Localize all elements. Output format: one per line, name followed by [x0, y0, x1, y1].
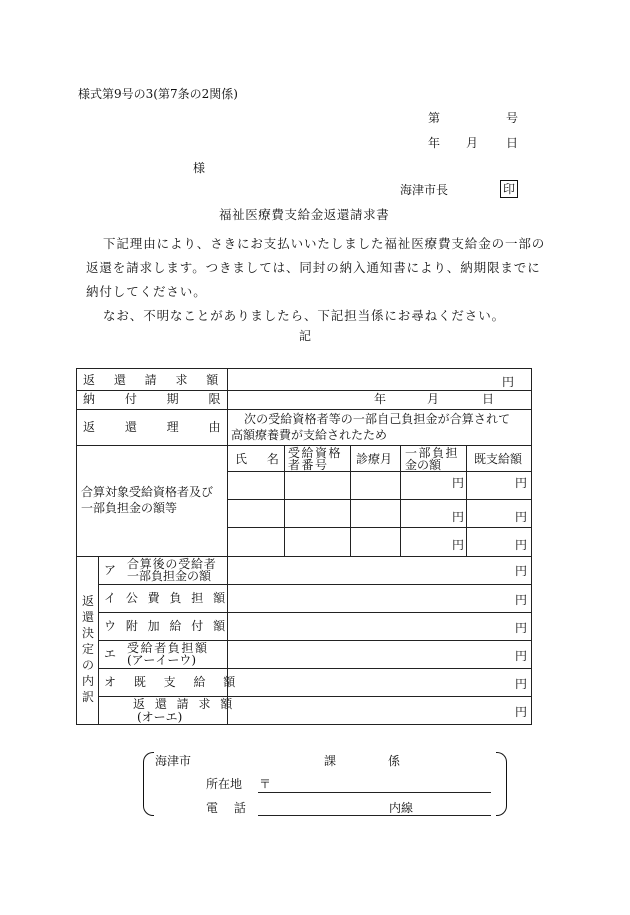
row1-paid-yen: 円: [515, 476, 528, 490]
bd-a-yen: 円: [515, 564, 528, 578]
target-label-2: 一部負担金の額等: [81, 501, 178, 515]
col-paid: 既支給額: [474, 452, 523, 466]
deadline-month: 月: [427, 392, 440, 406]
form-number: 様式第9号の3(第7条の2関係): [78, 87, 238, 101]
target-label-1: 合算対象受給資格者及び: [81, 485, 214, 499]
bd-a-2: 一部負担金の額: [127, 569, 212, 583]
col-name: 氏 名: [235, 452, 279, 466]
date-day: 日: [506, 136, 519, 150]
col-number-1: 受給資格: [288, 446, 343, 460]
reason-text-2: 高額療養費が支給されたため: [231, 428, 388, 442]
row2-partial-yen: 円: [452, 510, 465, 524]
body-line-3: 納付してください。: [86, 284, 207, 299]
bd-e-2: (アーイーウ): [127, 653, 197, 667]
doc-number-go: 号: [506, 111, 519, 125]
contact-kakari: 係: [388, 754, 401, 768]
bd-u-yen: 円: [515, 621, 528, 635]
date-month: 月: [466, 136, 479, 150]
row3-paid-yen: 円: [515, 538, 528, 552]
label-return-amount: 返 還 請 求 額: [83, 373, 219, 387]
bd-u: ウ 附 加 給 付 額: [104, 619, 226, 633]
bd-e-letter: エ: [104, 647, 117, 661]
addressee-sama: 様: [193, 161, 206, 175]
document-title: 福祉医療費支給金返還請求書: [219, 207, 390, 222]
bd-o-yen: 円: [515, 677, 528, 691]
bd-f-1: 返 還 請 求 額: [133, 697, 233, 711]
extension-label: 内線: [389, 801, 414, 815]
bd-a-1: 合算後の受給者: [127, 557, 217, 571]
label-payment-deadline: 納 付 期 限: [83, 392, 221, 406]
bd-e-yen: 円: [515, 649, 528, 663]
seal-mark: 印: [500, 180, 518, 198]
contact-bracket-right: [496, 752, 507, 816]
deadline-year: 年: [374, 392, 387, 406]
body-line-1: 下記理由により、さきにお支払いいたしました福祉医療費支給金の一部の: [103, 236, 546, 251]
amount-yen: 円: [502, 375, 515, 389]
bd-i-yen: 円: [515, 593, 528, 607]
col-partial-1: 一部負担: [405, 446, 460, 460]
ki-marker: 記: [299, 329, 312, 343]
date-year: 年: [428, 136, 441, 150]
row1-partial-yen: 円: [452, 476, 465, 490]
col-partial-2: 金の額: [405, 458, 442, 472]
contact-bracket-left: [143, 752, 154, 816]
label-return-reason: 返 還 理 由: [83, 420, 221, 434]
bd-o: オ 既 支 給 額: [104, 675, 236, 689]
row2-paid-yen: 円: [515, 510, 528, 524]
deadline-day: 日: [482, 392, 495, 406]
address-line: [258, 792, 491, 793]
bd-f-yen: 円: [515, 705, 528, 719]
col-number-2: 者番号: [288, 458, 329, 472]
bd-a-letter: ア: [104, 563, 117, 577]
body-line-2: 返還を請求します。つきましては、同封の納入通知書により、納期限までに: [86, 260, 541, 275]
doc-number-dai: 第: [428, 111, 441, 125]
row3-partial-yen: 円: [452, 538, 465, 552]
contact-ka: 課: [324, 754, 337, 768]
body-line-4: なお、不明なことがありましたら、下記担当係にお尋ねください。: [103, 308, 506, 323]
reason-text-1: 次の受給資格者等の一部自己負担金が合算されて: [244, 412, 511, 426]
bd-e-1: 受給者負担額: [127, 641, 209, 655]
bd-i: イ 公 費 負 担 額: [104, 591, 226, 605]
address-label: 所在地: [206, 777, 243, 791]
bd-f-2: (オーエ): [137, 710, 183, 724]
postal-mark: 〒: [259, 777, 272, 791]
breakdown-vertical-label: 返 還 決 定 の 内 訳: [81, 594, 94, 704]
col-month: 診療月: [356, 452, 393, 466]
contact-city: 海津市: [155, 754, 192, 768]
phone-line: [258, 815, 491, 816]
issuer: 海津市長: [400, 183, 449, 197]
request-table: [76, 368, 532, 725]
phone-label: 電 話: [206, 801, 246, 815]
